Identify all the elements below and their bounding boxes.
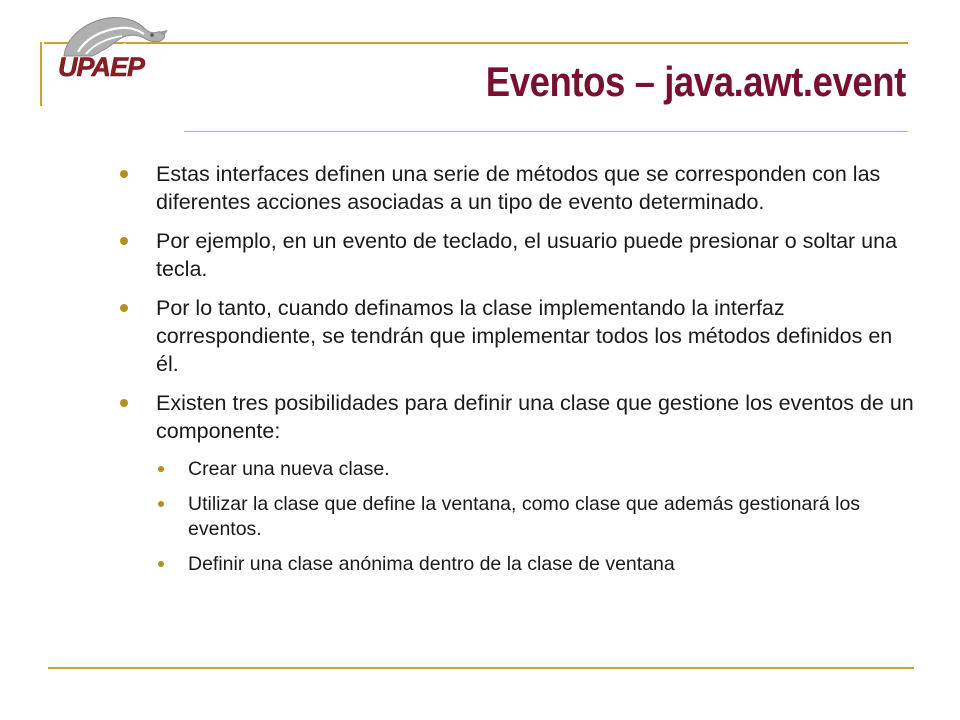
- slide-title: Eventos – java.awt.event: [485, 58, 906, 105]
- bullet-dot-icon: [120, 170, 128, 178]
- title-underline: [184, 131, 908, 132]
- sub-bullet-text: Crear una nueva clase.: [188, 458, 390, 480]
- bullet-dot-icon: [120, 237, 128, 245]
- bullet-dot-icon: [120, 304, 128, 312]
- bullet-item: [118, 227, 918, 283]
- bullet-item: [118, 160, 918, 216]
- sub-bullet-text: Definir una clase anónima dentro de la clase de ventana: [188, 553, 675, 575]
- bullet-dot-icon: [158, 466, 164, 472]
- bullet-dot-icon: [158, 501, 164, 507]
- left-accent-bar: [40, 42, 42, 106]
- bullet-text: Por ejemplo, en un evento de teclado, el usuario puede presionar o soltar una tecla.: [156, 229, 898, 281]
- bullet-list: [118, 160, 918, 587]
- sub-bullet-item: [154, 492, 918, 542]
- upaep-logo: [56, 8, 176, 88]
- bullet-text: Estas interfaces definen una serie de métodos que se corresponden con las diferentes acciones asociadas a un tipo de evento determinado.: [156, 162, 881, 214]
- bullet-item: [118, 389, 918, 445]
- bullet-item: [118, 294, 918, 378]
- logo-wordmark: UPAEP: [58, 52, 145, 82]
- sub-bullet-item: [154, 552, 918, 577]
- bottom-divider: [48, 667, 914, 669]
- sub-bullet-text: Utilizar la clase que define la ventana, como clase que además gestionará los eventos.: [188, 493, 861, 540]
- bullet-text: Existen tres posibilidades para definir una clase que gestione los eventos de un componente:: [156, 391, 914, 443]
- sub-bullet-item: [154, 457, 918, 482]
- bullet-text: Por lo tanto, cuando definamos la clase implementando la interfaz correspondiente, se tendrán que implementar todos los métodos definidos en él.: [156, 296, 893, 376]
- bullet-dot-icon: [158, 561, 164, 567]
- bullet-dot-icon: [120, 399, 128, 407]
